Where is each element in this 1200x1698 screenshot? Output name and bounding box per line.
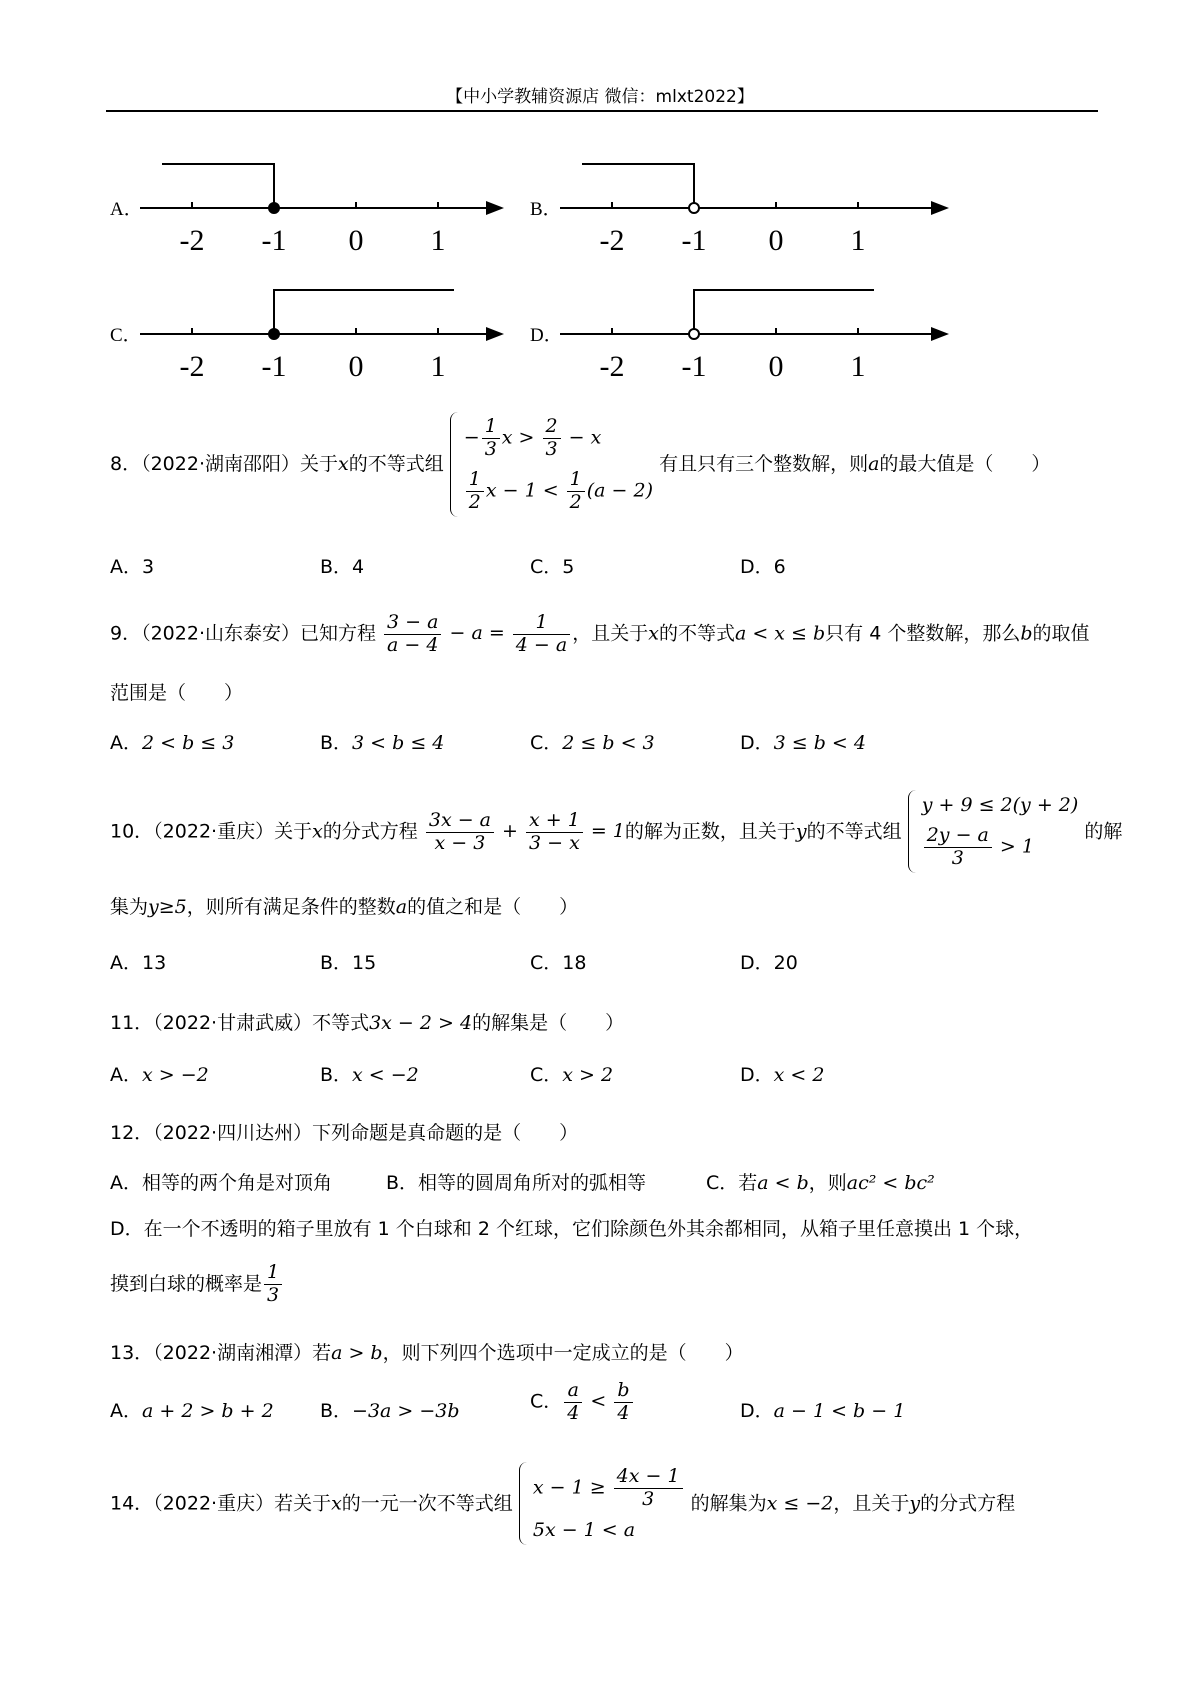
q10-option-b: B．15: [320, 952, 377, 974]
option-label-0: A．: [110, 199, 143, 220]
q10-option-c: C．18: [530, 952, 587, 974]
q12-option-d: D．在一个不透明的箱子里放有 1 个白球和 2 个红球，它们除颜色外其余都相同，从箱子里任意摸出 1 个球，: [110, 1218, 1034, 1240]
q12-option-d-line2: 摸到白球的概率是 $\frac{1}{3}$: [110, 1262, 284, 1307]
q11-option-a: A．x > −2: [110, 1064, 209, 1086]
question-10: 10．（2022·重庆）关于x的分式方程 $\frac{3x - a}{x - 3}$ + $\frac{x + 1}{3 - x}$ = 1的解为正数，且关于y的不等式组 y + 9 ≤ 2(y + 2) $\frac{2y - a}{3}$ > 1 的解: [110, 790, 1122, 873]
tick-label-3-3: 1: [850, 350, 866, 383]
endpoint-2: [269, 329, 279, 339]
q12-option-c: C．若a < b，则ac² < bc²: [706, 1172, 935, 1194]
axis-arrow-1: [931, 201, 949, 215]
q13-option-b: B．−3a > −3b: [320, 1400, 460, 1422]
tick-label-1-0: -2: [599, 224, 625, 257]
tick-label-2-2: 0: [348, 350, 364, 383]
q12-option-a: A．相等的两个角是对顶角: [110, 1172, 332, 1194]
solution-ray-3: [694, 290, 874, 334]
q10-line2: 集为y≥5，则所有满足条件的整数a的值之和是（ ）: [110, 896, 579, 918]
tick-label-1-1: -1: [681, 224, 707, 257]
endpoint-1: [689, 203, 699, 213]
option-label-2: C．: [110, 325, 142, 346]
q9-option-d: D．3 ≤ b < 4: [740, 732, 866, 754]
question-14: 14．（2022·重庆）若关于x的一元一次不等式组 x − 1 ≥ $\frac{4x - 1}{3}$ 5x − 1 < a 的解集为x ≤ −2，且关于y的分式方程: [110, 1462, 1015, 1545]
question-12: 12．（2022·四川达州）下列命题是真命题的是（ ）: [110, 1122, 579, 1144]
q10-system: y + 9 ≤ 2(y + 2) $\frac{2y - a}{3}$ > 1: [908, 790, 1079, 873]
solution-ray-2: [274, 290, 454, 334]
tick-label-0-0: -2: [179, 224, 205, 257]
q10-equation: $\frac{3x - a}{x - 3}$ + $\frac{x + 1}{3 - x}$ = 1: [424, 820, 625, 842]
option-label-1: B．: [530, 199, 562, 220]
tick-label-2-3: 1: [430, 350, 446, 383]
tick-label-0-1: -1: [261, 224, 287, 257]
q9-option-b: B．3 < b ≤ 4: [320, 732, 445, 754]
q9-line2: 范围是（ ）: [110, 682, 244, 704]
tick-label-0-2: 0: [348, 224, 364, 257]
tick-label-0-3: 1: [430, 224, 446, 257]
q8-option-a: A．3: [110, 556, 155, 578]
q11-option-d: D．x < 2: [740, 1064, 825, 1086]
axis-arrow-3: [931, 327, 949, 341]
page-header: 【中小学教辅资源店 微信：mlxt2022】: [446, 87, 754, 107]
q8-option-b: B．4: [320, 556, 365, 578]
q9-option-c: C．2 ≤ b < 3: [530, 732, 655, 754]
q8-system: − $\frac{1}{3}$ x > $\frac{2}{3}$ − x $\frac{1}{2}$ x − 1 < $\frac{1}{2}$ (a − 2): [450, 412, 653, 517]
q10-option-d: D．20: [740, 952, 798, 974]
header-rule: [106, 110, 1098, 112]
tick-label-3-2: 0: [768, 350, 784, 383]
axis-arrow-2: [486, 327, 504, 341]
q13-option-a: A．a + 2 > b + 2: [110, 1400, 274, 1422]
q12-option-b: B．相等的圆周角所对的弧相等: [386, 1172, 647, 1194]
q10-option-a: A．13: [110, 952, 167, 974]
tick-label-1-3: 1: [850, 224, 866, 257]
q9-equation: $\frac{3 - a}{a - 4}$ − a = $\frac{1}{4 - a}$: [382, 622, 572, 644]
endpoint-0: [269, 203, 279, 213]
question-9: 9．（2022·山东泰安）已知方程 $\frac{3 - a}{a - 4}$ − a = $\frac{1}{4 - a}$ ，且关于x的不等式a < x ≤ b只有 4 个整数解，那么b的取值: [110, 611, 1090, 656]
solution-ray-1: [582, 164, 694, 208]
option-label-3: D．: [530, 325, 563, 346]
tick-label-1-2: 0: [768, 224, 784, 257]
question-11: 11．（2022·甘肃武威）不等式3x − 2 > 4的解集是（ ）: [110, 1012, 625, 1034]
q14-system: x − 1 ≥ $\frac{4x - 1}{3}$ 5x − 1 < a: [519, 1462, 685, 1545]
question-13: 13．（2022·湖南湘潭）若a > b，则下列四个选项中一定成立的是（ ）: [110, 1342, 744, 1364]
q11-option-c: C．x > 2: [530, 1064, 614, 1086]
solution-ray-0: [162, 164, 274, 208]
q13-option-c: C． $\frac{a}{4}$ < $\frac{b}{4}$: [530, 1380, 635, 1425]
q8-option-c: C．5: [530, 556, 575, 578]
axis-arrow-0: [486, 201, 504, 215]
tick-label-2-1: -1: [261, 350, 287, 383]
tick-label-2-0: -2: [179, 350, 205, 383]
tick-label-3-1: -1: [681, 350, 707, 383]
endpoint-3: [689, 329, 699, 339]
tick-label-3-0: -2: [599, 350, 625, 383]
q11-option-b: B．x < −2: [320, 1064, 419, 1086]
q13-option-d: D．a − 1 < b − 1: [740, 1400, 906, 1422]
question-8: 8．（2022·湖南邵阳）关于x的不等式组 − $\frac{1}{3}$ x > $\frac{2}{3}$ − x $\frac{1}{2}$ x − 1 < $\frac{1}{2}$ (a − 2) 有且只有三个整数解，则a的最大值是（ ）: [110, 412, 1050, 517]
q8-option-d: D．6: [740, 556, 786, 578]
q9-option-a: A．2 < b ≤ 3: [110, 732, 235, 754]
